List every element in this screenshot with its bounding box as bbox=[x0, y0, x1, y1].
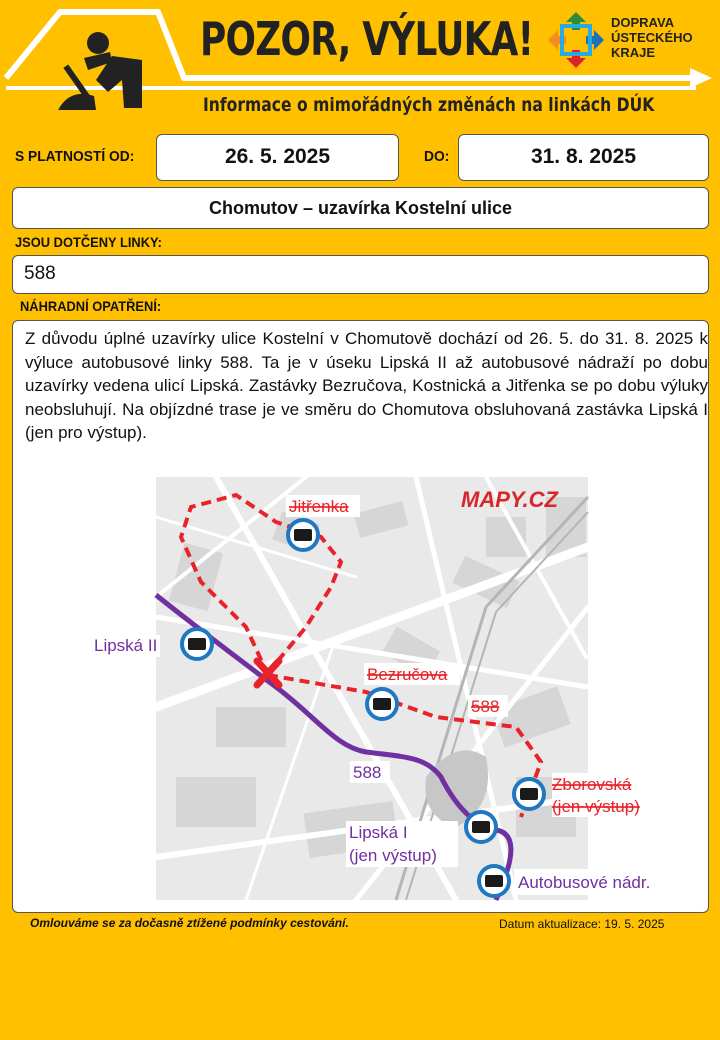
label-autobus: Autobusové nádr. bbox=[518, 873, 651, 892]
map-graphic bbox=[156, 477, 651, 900]
page-title: POZOR, VÝLUKA! bbox=[200, 12, 534, 66]
affected-lines-value: 588 bbox=[12, 255, 709, 294]
update-date: Datum aktualizace: 19. 5. 2025 bbox=[499, 917, 665, 931]
bus-stop-icon-bezrucova bbox=[367, 689, 397, 719]
measures-text: Z důvodu úplné uzavírky ulice Kostelní v Chomutově dochází od 26. 5. do 31. 8. 2025 k výluce autobusové linky 588. Ta je v úseku Lipská II až autobusové nádraží po dobu uzavírky vedena ulicí Lipská. Zastávky Bezručova, Kostnická a Jitřenka se po dobu výluky neobsluhují. Na objízdné trase je ve směru do Chomutova obsluhovaná zastávka Lipská I (jen pro výstup). bbox=[25, 329, 708, 442]
valid-from-label: S PLATNOSTÍ OD: bbox=[15, 148, 135, 165]
mapy-logo: MAPY.CZ bbox=[461, 487, 558, 512]
duk-logo-icon bbox=[546, 10, 606, 68]
label-bezrucova: Bezručova bbox=[367, 665, 448, 684]
label-zborovska-1: Zborovská bbox=[552, 775, 632, 794]
measures-box bbox=[12, 320, 709, 913]
measures-label: NÁHRADNÍ OPATŘENÍ: bbox=[20, 298, 162, 314]
valid-to-date: 31. 8. 2025 bbox=[458, 134, 709, 181]
label-588-detour: 588 bbox=[353, 763, 382, 782]
label-zborovska-2: (jen výstup) bbox=[552, 797, 640, 816]
label-588-closed: 588 bbox=[471, 697, 500, 716]
bus-stop-icon-autobus bbox=[479, 866, 509, 896]
affected-lines-label: JSOU DOTČENY LINKY: bbox=[15, 234, 162, 250]
bus-stop-icon-jitrenka bbox=[288, 520, 318, 550]
label-lipska1-2: (jen výstup) bbox=[349, 846, 437, 865]
label-jitrenka: Jitřenka bbox=[289, 497, 349, 516]
bus-stop-icon-zborovska bbox=[514, 779, 544, 809]
bus-stop-icon-lipska2 bbox=[182, 629, 212, 659]
detour-map bbox=[156, 477, 651, 900]
apology-note: Omlouváme se za dočasně ztížené podmínky cestování. bbox=[30, 916, 349, 930]
brand-name: DOPRAVA ÚSTECKÉHO KRAJE bbox=[611, 15, 693, 60]
valid-to-label: DO: bbox=[424, 148, 450, 165]
closure-topic: Chomutov – uzavírka Kostelní ulice bbox=[12, 187, 709, 229]
valid-from-date: 26. 5. 2025 bbox=[156, 134, 399, 181]
label-lipska2: Lipská II bbox=[91, 635, 160, 657]
bus-stop-icon-lipska1 bbox=[466, 812, 496, 842]
header bbox=[0, 0, 720, 130]
label-lipska1-1: Lipská I bbox=[349, 823, 408, 842]
page-subtitle: Informace o mimořádných změnách na linkách DÚK bbox=[203, 94, 655, 116]
